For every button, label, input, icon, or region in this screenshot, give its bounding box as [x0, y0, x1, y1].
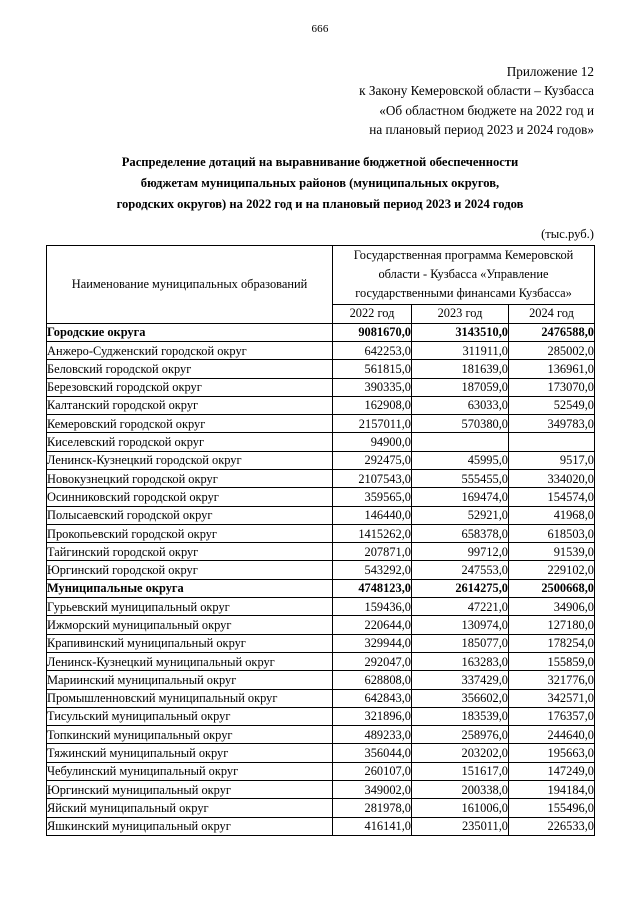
cell-municipality-name: Киселевский городской округ [47, 433, 333, 451]
table-row [47, 634, 595, 652]
cell-amount-2024: 127180,0 [509, 616, 595, 634]
cell-amount-2022: 2107543,0 [333, 469, 412, 487]
cell-amount-2022: 359565,0 [333, 488, 412, 506]
cell-amount-2024: 173070,0 [509, 378, 595, 396]
cell-amount-2023: 258976,0 [412, 726, 509, 744]
cell-municipality-name: Городские округа [47, 323, 333, 341]
appendix-reference-block [214, 62, 594, 140]
table-row [47, 378, 595, 396]
cell-amount-2022: 489233,0 [333, 726, 412, 744]
cell-municipality-name: Мариинский муниципальный округ [47, 671, 333, 689]
cell-amount-2024: 2500668,0 [509, 579, 595, 597]
table-header [47, 246, 595, 324]
table-row [47, 433, 595, 451]
table-header-row-top [47, 246, 595, 305]
cell-amount-2023: 203202,0 [412, 744, 509, 762]
cell-municipality-name: Прокопьевский городской округ [47, 524, 333, 542]
column-header-year-2024: 2024 год [509, 304, 595, 323]
cell-amount-2024: 195663,0 [509, 744, 595, 762]
cell-municipality-name: Тяжинский муниципальный округ [47, 744, 333, 762]
cell-amount-2022: 1415262,0 [333, 524, 412, 542]
table-group-row [47, 579, 595, 597]
table-body [47, 323, 595, 835]
table-row [47, 744, 595, 762]
cell-amount-2024: 154574,0 [509, 488, 595, 506]
table-row [47, 817, 595, 835]
cell-amount-2022: 561815,0 [333, 360, 412, 378]
cell-amount-2023: 356602,0 [412, 689, 509, 707]
program-header-line: Государственная программа Кемеровской [353, 248, 574, 262]
cell-amount-2022: 220644,0 [333, 616, 412, 634]
cell-amount-2024: 136961,0 [509, 360, 595, 378]
cell-amount-2024: 618503,0 [509, 524, 595, 542]
table-row [47, 616, 595, 634]
cell-amount-2024: 226533,0 [509, 817, 595, 835]
cell-amount-2024: 155859,0 [509, 652, 595, 670]
cell-amount-2024: 176357,0 [509, 707, 595, 725]
table-row [47, 488, 595, 506]
cell-amount-2023: 130974,0 [412, 616, 509, 634]
cell-amount-2023: 63033,0 [412, 396, 509, 414]
cell-amount-2024: 334020,0 [509, 469, 595, 487]
table-row [47, 524, 595, 542]
cell-amount-2022: 416141,0 [333, 817, 412, 835]
program-header-line: области - Кузбасса «Управление [378, 267, 549, 282]
cell-amount-2023: 337429,0 [412, 671, 509, 689]
cell-municipality-name: Гурьевский муниципальный округ [47, 598, 333, 616]
cell-amount-2022: 260107,0 [333, 762, 412, 780]
table-row [47, 799, 595, 817]
cell-amount-2024: 321776,0 [509, 671, 595, 689]
page-title [46, 152, 594, 214]
cell-amount-2023: 555455,0 [412, 469, 509, 487]
cell-amount-2023: 151617,0 [412, 762, 509, 780]
cell-amount-2024: 229102,0 [509, 561, 595, 579]
cell-amount-2022: 321896,0 [333, 707, 412, 725]
cell-amount-2024: 285002,0 [509, 341, 595, 359]
table-row [47, 671, 595, 689]
cell-amount-2023: 2614275,0 [412, 579, 509, 597]
cell-municipality-name: Промышленновский муниципальный округ [47, 689, 333, 707]
table-row [47, 469, 595, 487]
page-title-line: Распределение дотаций на выравнивание бюджетной обеспеченности [121, 155, 519, 169]
table-row [47, 561, 595, 579]
table-row [47, 543, 595, 561]
cell-amount-2022: 356044,0 [333, 744, 412, 762]
cell-municipality-name: Юргинский муниципальный округ [47, 781, 333, 799]
cell-municipality-name: Чебулинский муниципальный округ [47, 762, 333, 780]
cell-municipality-name: Юргинский городской округ [47, 561, 333, 579]
table-row [47, 781, 595, 799]
cell-amount-2022: 94900,0 [333, 433, 412, 451]
cell-municipality-name: Яйский муниципальный округ [47, 799, 333, 817]
cell-amount-2022: 9081670,0 [333, 323, 412, 341]
cell-amount-2023: 3143510,0 [412, 323, 509, 341]
cell-amount-2023: 52921,0 [412, 506, 509, 524]
page-title-line: городских округов) на 2022 год и на плановый период 2023 и 2024 годов [116, 196, 524, 211]
cell-amount-2022: 390335,0 [333, 378, 412, 396]
cell-amount-2023: 247553,0 [412, 561, 509, 579]
cell-municipality-name: Березовский городской округ [47, 378, 333, 396]
appendix-line: Приложение 12 [506, 64, 594, 79]
subsidy-distribution-table [46, 245, 595, 836]
cell-amount-2023: 181639,0 [412, 360, 509, 378]
cell-amount-2022: 292047,0 [333, 652, 412, 670]
cell-amount-2024: 342571,0 [509, 689, 595, 707]
table-row [47, 689, 595, 707]
cell-amount-2024: 244640,0 [509, 726, 595, 744]
cell-amount-2024 [509, 433, 595, 451]
table-row [47, 415, 595, 433]
cell-municipality-name: Полысаевский городской округ [47, 506, 333, 524]
cell-amount-2024: 349783,0 [509, 415, 595, 433]
table-row [47, 598, 595, 616]
column-header-state-program [333, 246, 595, 305]
table-row [47, 762, 595, 780]
appendix-line: «Об областном бюджете на 2022 год и [379, 102, 594, 118]
cell-amount-2023: 570380,0 [412, 415, 509, 433]
table-row [47, 360, 595, 378]
table-row [47, 506, 595, 524]
column-header-year-2023: 2023 год [412, 304, 509, 323]
cell-amount-2023: 169474,0 [412, 488, 509, 506]
cell-municipality-name: Беловский городской округ [47, 360, 333, 378]
cell-amount-2023: 183539,0 [412, 707, 509, 725]
cell-municipality-name: Яшкинский муниципальный округ [47, 817, 333, 835]
cell-amount-2022: 628808,0 [333, 671, 412, 689]
column-header-year-2022: 2022 год [333, 304, 412, 323]
cell-amount-2023: 311911,0 [412, 341, 509, 359]
cell-amount-2024: 194184,0 [509, 781, 595, 799]
table-row [47, 341, 595, 359]
cell-amount-2024: 2476588,0 [509, 323, 595, 341]
cell-amount-2022: 642843,0 [333, 689, 412, 707]
cell-amount-2023: 185077,0 [412, 634, 509, 652]
cell-amount-2022: 329944,0 [333, 634, 412, 652]
cell-amount-2023 [412, 433, 509, 451]
page-title-line: бюджетам муниципальных районов (муниципальных округов, [140, 175, 500, 190]
program-header-line: государственными финансами Кузбасса» [355, 286, 572, 301]
cell-municipality-name: Анжеро-Судженский городской округ [47, 341, 333, 359]
cell-municipality-name: Осинниковский городской округ [47, 488, 333, 506]
cell-municipality-name: Калтанский городской округ [47, 396, 333, 414]
cell-amount-2022: 2157011,0 [333, 415, 412, 433]
cell-amount-2024: 91539,0 [509, 543, 595, 561]
cell-municipality-name: Ленинск-Кузнецкий муниципальный округ [47, 652, 333, 670]
cell-municipality-name: Ижморский муниципальный округ [47, 616, 333, 634]
cell-amount-2024: 9517,0 [509, 451, 595, 469]
table-row [47, 726, 595, 744]
cell-amount-2023: 658378,0 [412, 524, 509, 542]
cell-amount-2024: 178254,0 [509, 634, 595, 652]
cell-amount-2023: 163283,0 [412, 652, 509, 670]
cell-municipality-name: Кемеровский городской округ [47, 415, 333, 433]
cell-amount-2023: 200338,0 [412, 781, 509, 799]
cell-amount-2024: 41968,0 [509, 506, 595, 524]
cell-amount-2022: 146440,0 [333, 506, 412, 524]
table-row [47, 652, 595, 670]
table-group-row [47, 323, 595, 341]
cell-amount-2022: 642253,0 [333, 341, 412, 359]
cell-municipality-name: Муниципальные округа [47, 579, 333, 597]
cell-municipality-name: Ленинск-Кузнецкий городской округ [47, 451, 333, 469]
units-note: (тыс.руб.) [541, 227, 594, 241]
appendix-line: на плановый период 2023 и 2024 годов» [369, 122, 594, 138]
cell-amount-2022: 543292,0 [333, 561, 412, 579]
cell-amount-2022: 292475,0 [333, 451, 412, 469]
cell-amount-2023: 235011,0 [412, 817, 509, 835]
cell-amount-2022: 349002,0 [333, 781, 412, 799]
cell-amount-2022: 281978,0 [333, 799, 412, 817]
cell-amount-2022: 159436,0 [333, 598, 412, 616]
cell-amount-2022: 4748123,0 [333, 579, 412, 597]
cell-municipality-name: Топкинский муниципальный округ [47, 726, 333, 744]
cell-amount-2024: 147249,0 [509, 762, 595, 780]
cell-municipality-name: Тисульский муниципальный округ [47, 707, 333, 725]
cell-amount-2024: 34906,0 [509, 598, 595, 616]
cell-municipality-name: Новокузнецкий городской округ [47, 469, 333, 487]
cell-amount-2023: 99712,0 [412, 543, 509, 561]
column-header-municipality-name: Наименование муниципальных образований [47, 246, 333, 324]
cell-amount-2023: 45995,0 [412, 451, 509, 469]
table-row [47, 707, 595, 725]
page-number: 666 [311, 23, 329, 35]
cell-municipality-name: Крапивинский муниципальный округ [47, 634, 333, 652]
table-row [47, 396, 595, 414]
table-row [47, 451, 595, 469]
cell-amount-2023: 161006,0 [412, 799, 509, 817]
cell-amount-2023: 47221,0 [412, 598, 509, 616]
cell-amount-2024: 155496,0 [509, 799, 595, 817]
appendix-line: к Закону Кемеровской области – Кузбасса [359, 83, 594, 99]
cell-municipality-name: Тайгинский городской округ [47, 543, 333, 561]
cell-amount-2022: 162908,0 [333, 396, 412, 414]
cell-amount-2022: 207871,0 [333, 543, 412, 561]
cell-amount-2023: 187059,0 [412, 378, 509, 396]
cell-amount-2024: 52549,0 [509, 396, 595, 414]
